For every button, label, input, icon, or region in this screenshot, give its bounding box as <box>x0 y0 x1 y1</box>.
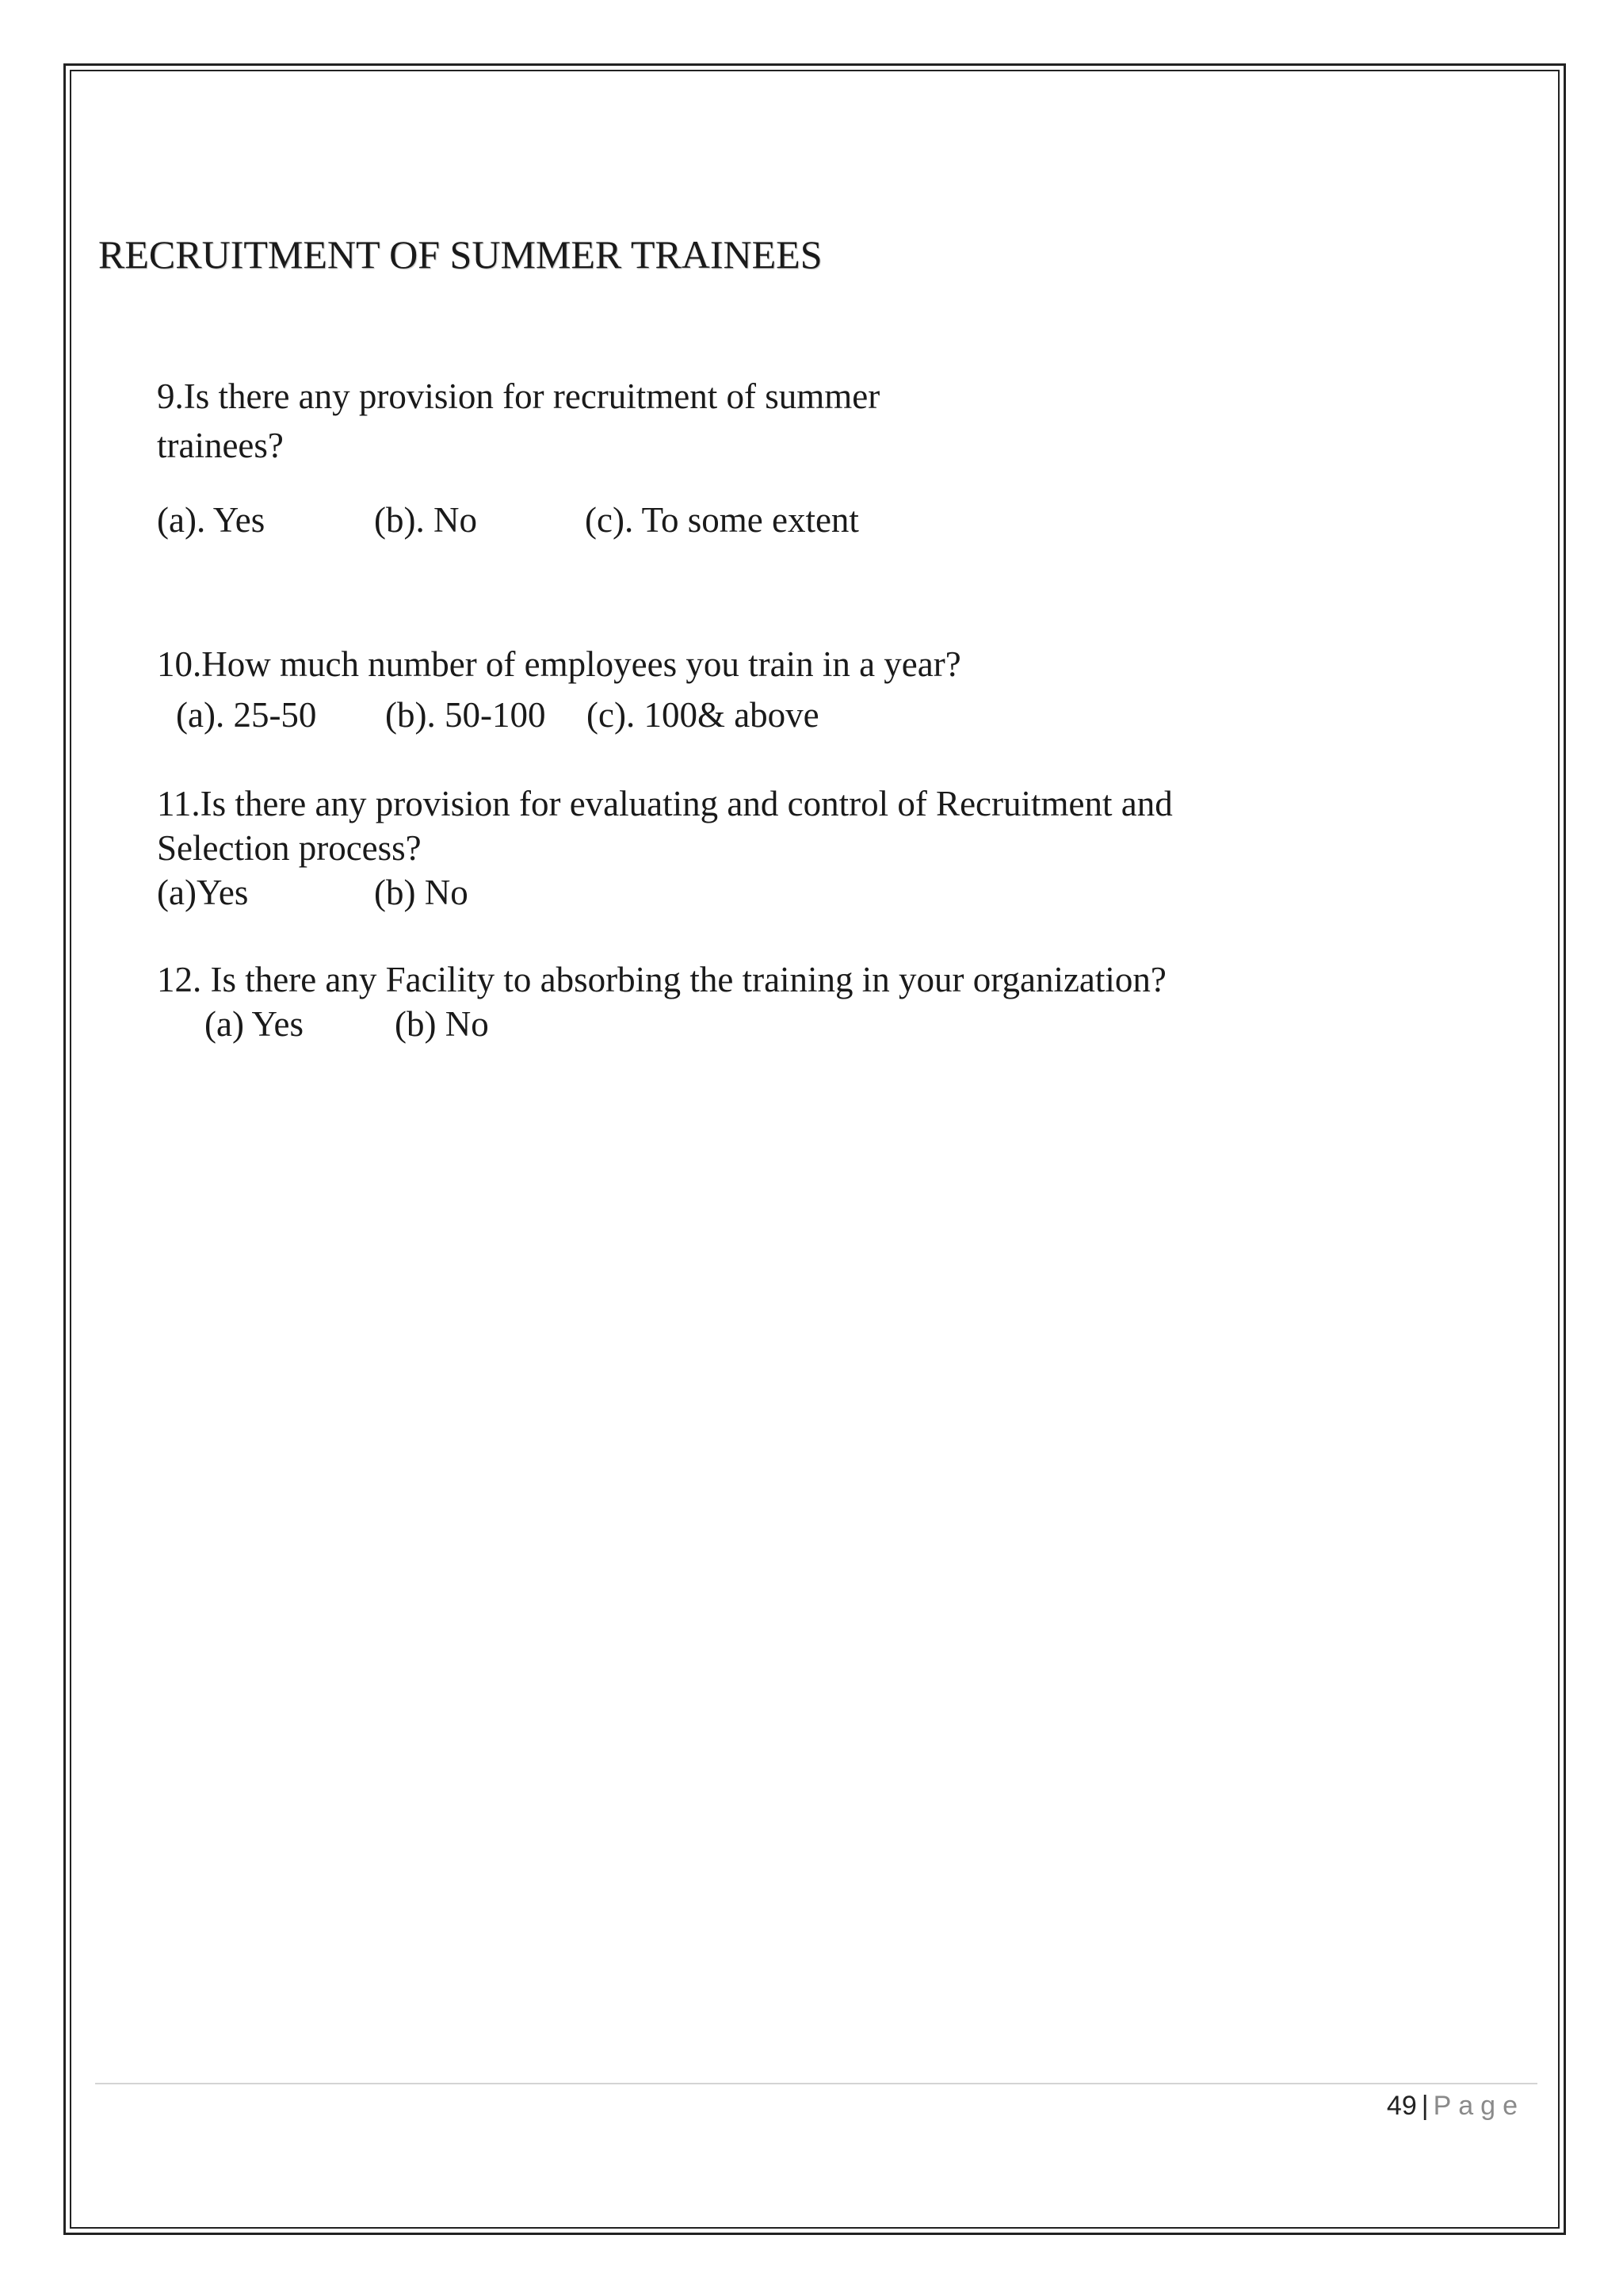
page-number-footer <box>1387 2091 1525 2122</box>
page-label: Page <box>1433 2091 1525 2121</box>
question-10-line-1: 10.How much number of employees you train in a year? <box>157 644 961 684</box>
question-9-line-2: trainees? <box>157 426 284 465</box>
question-11-line-2: Selection process? <box>157 828 422 868</box>
question-9-option-b: (b). No <box>374 500 477 540</box>
question-9-line-1: 9.Is there any provision for recruitment of summer <box>157 376 880 416</box>
question-11-option-a: (a)Yes <box>157 873 249 912</box>
question-9-option-a: (a). Yes <box>157 500 265 540</box>
question-10-option-b: (b). 50-100 <box>385 695 546 735</box>
question-10-option-a: (a). 25-50 <box>176 695 317 735</box>
section-heading: RECRUITMENT OF SUMMER TRAINEES <box>98 232 823 277</box>
question-11-option-b: (b) No <box>374 873 468 912</box>
question-9-option-c: (c). To some extent <box>585 500 859 540</box>
question-12-line-1: 12. Is there any Facility to absorbing the training in your organization? <box>157 960 1167 999</box>
footer-divider <box>95 2083 1537 2084</box>
question-11-line-1: 11.Is there any provision for evaluating and control of Recruitment and <box>157 784 1173 823</box>
question-12-option-b: (b) No <box>395 1004 489 1044</box>
page-number: 49 <box>1386 2091 1417 2121</box>
page-separator: | <box>1421 2091 1429 2121</box>
question-10-option-c: (c). 100& above <box>586 695 819 735</box>
question-12-option-a: (a) Yes <box>204 1004 304 1044</box>
